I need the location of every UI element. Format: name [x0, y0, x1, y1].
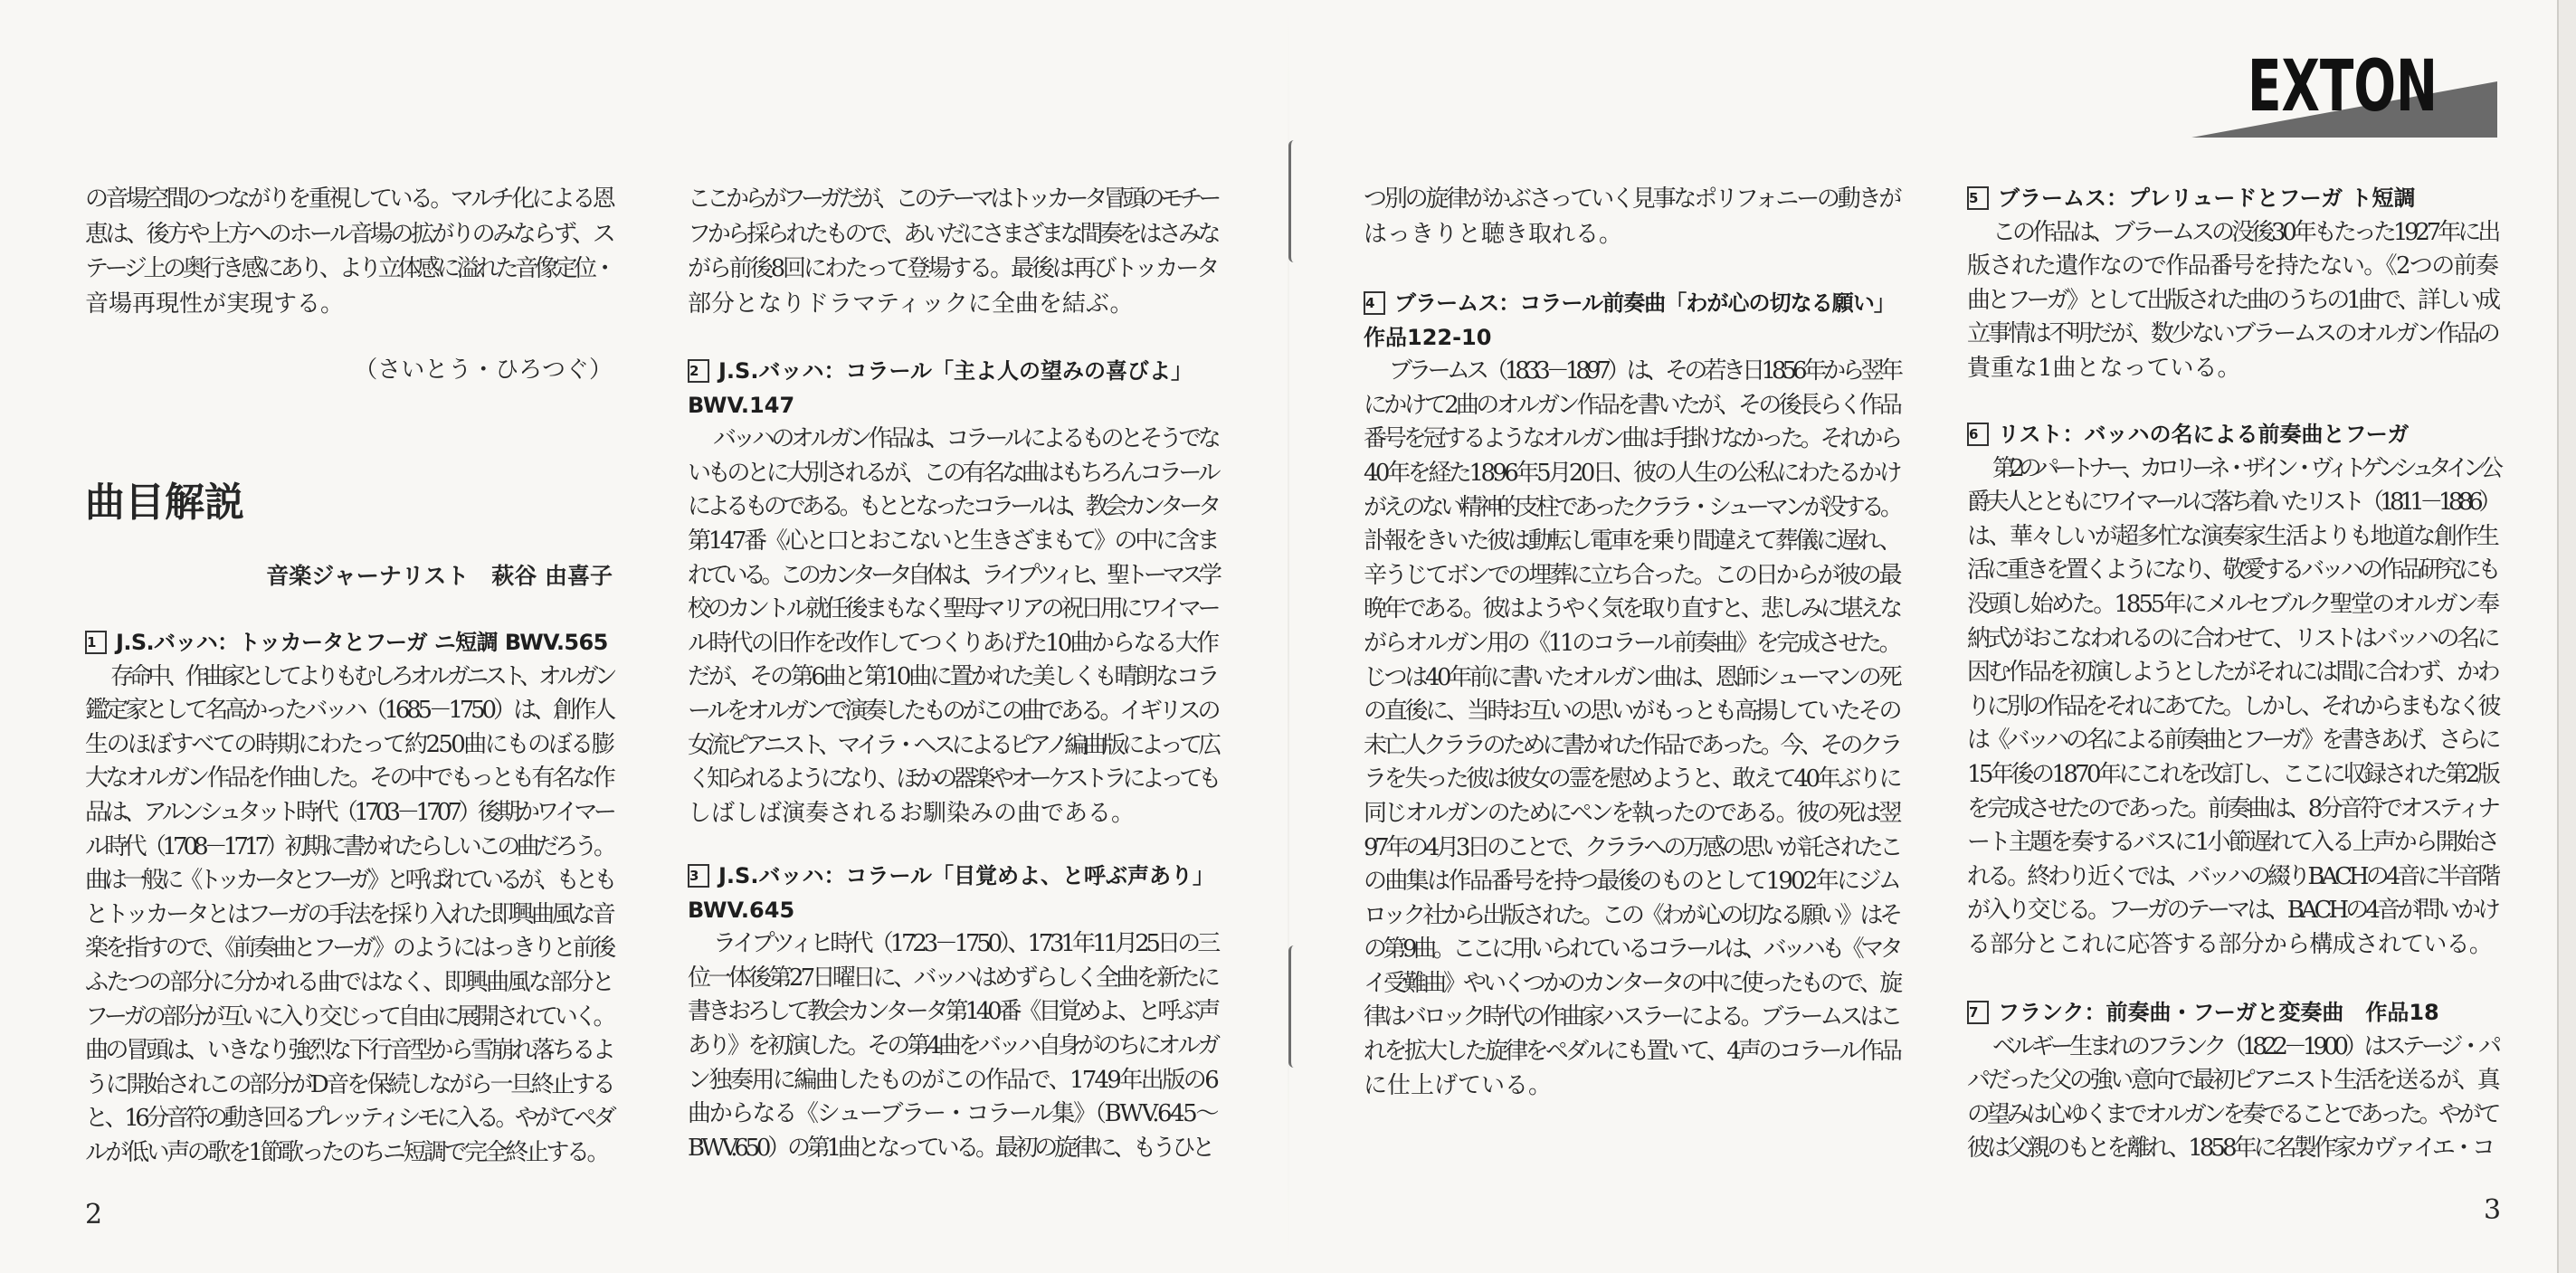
text-line: 没頭し始めた。1855年にメルセブルク聖堂のオルガン奉 [1967, 590, 2497, 618]
text-line: 納式がおこなわれるのに合わせて、リストはバッハの名に [1967, 624, 2497, 652]
text-line: テージ上の奥行き感にあり、より立体感に溢れた音像定位・ [85, 255, 613, 282]
text-line: 立事情は不明だが、数少ないブラームスのオルガン作品の [1967, 320, 2497, 348]
track-note-4 [1364, 287, 1899, 1103]
track-title-text: J.S.バッハ：トッカータとフーガ ニ短調 BWV.565 [116, 630, 608, 655]
text-line: ベルギー生まれのフランク（1822－1900）はステージ・パ [1992, 1032, 2497, 1060]
page-number-right: 3 [2484, 1194, 2502, 1226]
track-number-box: 6 [1967, 423, 1989, 446]
text-line: 音場再現性が実現する。 [85, 290, 345, 318]
track-note-2 [688, 355, 1217, 831]
track-number-box: 1 [85, 631, 107, 654]
text-line: フから採られたもので、あいだにさまざまな間奏をはさみな [688, 220, 1217, 248]
essay-signature: （さいとう・ひろつぐ） [354, 356, 613, 384]
text-line: れている。このカンタータ自体は、ライプツィヒ、聖トーマス学 [688, 561, 1217, 589]
text-line: 部分となりドラマティックに全曲を結ぶ。 [688, 290, 1134, 318]
text-line: 爵夫人とともにワイマールに落ち着いたリスト（1811－1886） [1967, 489, 2497, 517]
text-line: によるものである。もととなったコラールは、教会カンタータ [688, 493, 1217, 521]
text-line: 位一体後第27日曜日に、バッハはめずらしく全曲を新たに [688, 964, 1217, 992]
text-line: 第2のパートナー、カロリーネ・ザイン・ヴィトゲンシュタイン公 [1992, 454, 2497, 482]
track-number-box: 4 [1364, 291, 1385, 315]
track-catalog-number: 作品122-10 [1364, 324, 1492, 350]
text-line: 曲からなる《シューブラー・コラール集》（BWV.645～ [688, 1100, 1217, 1128]
track-note-1 [85, 626, 613, 1171]
staple-top [1288, 140, 1297, 262]
text-line: 40年を経た1896年5月20日、彼の人生の公私にわたるかけ [1364, 459, 1899, 487]
text-line: 貴重な1曲となっている。 [1967, 354, 2241, 382]
text-line: の曲集は作品番号を持つ最後のものとして1902年にジム [1364, 868, 1899, 896]
text-line: 曲は一般に《トッカータとフーガ》と呼ばれているが、もとも [85, 867, 613, 895]
track-title [1967, 996, 2497, 1031]
text-line: 生のほぼすべての時期にわたって約250曲にものぼる膨 [85, 730, 613, 758]
track-catalog-number: BWV.147 [688, 392, 795, 418]
text-line: がら前後8回にわたって登場する。最後は再びトッカータ [688, 255, 1217, 282]
text-line: る部分とこれに応答する部分から構成されている。 [1967, 930, 2493, 958]
track-note-6 [1967, 418, 2497, 963]
track-title-text: ブラームス：プレリュードとフーガ ト短調 [1998, 185, 2416, 211]
exton-logo [2191, 36, 2499, 143]
track-number-box: 2 [688, 359, 709, 383]
text-line: は《バッハの名による前奏曲とフーガ》を書きあげ、さらに [1967, 727, 2497, 755]
text-line: 大なオルガン作品を作曲した。その中でもっとも有名な作 [85, 765, 613, 793]
intro-paragraph [688, 182, 1217, 321]
text-line: 同じオルガンのためにペンを執ったのである。彼の死は翌 [1364, 799, 1899, 827]
text-line: いものとに大別されるが、この有名な曲はもちろんコラール [688, 459, 1217, 487]
text-line: 活に重きを置くようになり、敬愛するバッハの作品研究にも [1967, 556, 2497, 584]
intro-paragraph [1364, 182, 1899, 252]
text-line: 15年後の1870年にこれを改訂し、ここに収録された第2版 [1967, 760, 2497, 788]
text-line: だが、その第6曲と第10曲に置かれた美しくも晴朗なコラ [688, 663, 1217, 691]
text-line: ラを失った彼は彼女の霊を慰めようと、敢えて40年ぶりに [1364, 765, 1899, 793]
track-note-5 [1967, 182, 2497, 386]
text-line: と、16分音符の動き回るプレッティシモに入る。やがてペダ [85, 1105, 613, 1133]
text-line: しばしば演奏されるお馴染みの曲である。 [688, 799, 1136, 827]
text-line: く知られるようになり、ほかの器楽やオーケストラによっても [688, 765, 1217, 793]
text-line: ル時代（1708－1717）初期に書かれたらしいこの曲だろう。 [85, 832, 613, 860]
staple-bottom [1288, 945, 1297, 1068]
text-line: ン独奏用に編曲したものがこの作品で、1749年出版の6 [688, 1066, 1217, 1094]
text-line: に仕上げている。 [1364, 1071, 1553, 1099]
text-line: 女流ピアニスト、マイラ・ヘスによるピアノ編曲版によって広 [688, 731, 1217, 759]
text-line: あり》を初演した。その第4曲をバッハ自身がのちにオルガ [688, 1031, 1217, 1059]
text-line: ふたつの部分に分かれる曲ではなく、即興曲風な部分と [85, 968, 613, 996]
text-line: 彼は父親のもとを離れ、1858年に名製作家カヴァイエ・コ [1967, 1135, 2493, 1163]
text-line: の直後に、当時お互いの思いがもっとも高揚していたその [1364, 698, 1899, 726]
text-line: BWV.650）の第1曲となっている。最初の旋律に、もうひと [688, 1134, 1212, 1162]
text-line: 律はバロック時代の作曲家ハスラーによる。ブラームスはこ [1364, 1003, 1899, 1031]
text-line: 楽を指すので、《前奏曲とフーガ》のようにはっきりと前後 [85, 935, 613, 963]
track-number-box: 7 [1967, 1001, 1989, 1024]
text-line: がらオルガン用の《11のコラール前奏曲》を完成させた。 [1364, 629, 1899, 657]
track-title [688, 860, 1217, 894]
text-line: 存命中、作曲家としてよりもむしろオルガニスト、オルガン [110, 662, 613, 690]
page-number-left: 2 [85, 1199, 103, 1230]
text-line: 恵は、後方や上方へのホール音場の拡がりのみならず、ス [85, 220, 613, 248]
text-line: 辛うじてボンでの埋葬に立ち合った。この日からが彼の最 [1364, 561, 1899, 589]
text-line: 曲の冒頭は、いきなり強烈な下行音型から雪崩れ落ちるよ [85, 1037, 613, 1065]
text-line: 因む作品を初演しようとしたがそれには間に合わず、かわ [1967, 659, 2497, 687]
text-line: とトッカータとはフーガの手法を採り入れた即興曲風な音 [85, 900, 613, 928]
author-credit: 音楽ジャーナリスト 萩谷 由喜子 [266, 563, 613, 589]
text-line: れを拡大した旋律をペダルにも置いて、4声のコラール作品 [1364, 1038, 1899, 1066]
text-line: じつは40年前に書いたオルガン曲は、恩師シューマンの死 [1364, 663, 1899, 691]
text-line: は、華々しいが超多忙な演奏家生活よりも地道な創作生 [1967, 522, 2497, 550]
text-line: 訃報をきいた彼は動転し電車を乗り間違えて葬儀に遅れ、 [1364, 527, 1899, 556]
text-line: はっきりと聴き取れる。 [1364, 220, 1623, 248]
text-line: れる。終わり近くでは、バッハの綴りBACHの4音に半音階 [1967, 862, 2497, 890]
text-line: ここからがフーガだが、このテーマはトッカータ冒頭のモチー [688, 185, 1217, 213]
track-title [85, 626, 613, 660]
track-note-7 [1967, 996, 2497, 1166]
text-line: が入り交じる。フーガのテーマは、BACHの4音が問いかけ [1967, 897, 2497, 925]
text-line: 校のカントル就任後まもなく聖母マリアの祝日用にワイマー [688, 595, 1217, 623]
track-title-text: フランク：前奏曲・フーガと変奏曲 作品18 [1998, 1000, 2439, 1025]
track-number-box: 3 [688, 864, 709, 888]
text-line: にかけて2曲のオルガン作品を書いたが、その後長らく作品 [1364, 391, 1899, 419]
text-line: りに別の作品をそれにあてた。しかし、それからまもなく彼 [1967, 692, 2497, 720]
track-title-text: J.S.バッハ：コラール「主よ人の望みの喜びよ」 [718, 358, 1193, 384]
text-line: バッハのオルガン作品は、コラールによるものとそうでな [713, 425, 1217, 453]
track-title [688, 355, 1217, 389]
text-line: ルが低い声の歌を1節歌ったのちニ短調で完全終止する。 [85, 1138, 608, 1166]
text-line: うに開始されこの部分がD音を保続しながら一旦終止する [85, 1070, 613, 1098]
text-line: ル時代の旧作を改作してつくりあげた10曲からなる大作 [688, 629, 1217, 657]
track-title-text: リスト：バッハの名による前奏曲とフーガ [1998, 422, 2410, 447]
text-line: の音場空間のつながりを重視している。マルチ化による恩 [85, 185, 613, 213]
text-line: 第147番《心と口とおこないと生きざまもて》の中に含ま [688, 527, 1217, 555]
text-line: ート主題を奏するバスに1小節遅れて入る上声から開始さ [1967, 829, 2497, 857]
text-line: 晩年である。彼はようやく気を取り直すと、悲しみに堪えな [1364, 595, 1899, 623]
track-title-text: ブラームス：コラール前奏曲「わが心の切なる願い」 [1394, 290, 1895, 316]
section-heading: 曲目解説 [85, 480, 244, 526]
text-line: がえのない精神的支柱であったクララ・シューマンが没する。 [1364, 493, 1899, 521]
text-line: ライプツィヒ時代（1723－1750）、1731年11月25日の三 [713, 930, 1217, 958]
text-line: の第9曲。ここに用いられているコラールは、バッハも《マタ [1364, 936, 1899, 964]
text-line: 品は、アルンシュタット時代（1703－1707）後期かワイマー [85, 798, 613, 826]
text-line: 版された遺作なので作品番号を持たない。《2つの前奏 [1967, 252, 2497, 280]
track-title [1967, 182, 2497, 216]
track-note-3 [688, 860, 1217, 1165]
text-line: ロック社から出版された。この《わが心の切なる願い》はそ [1364, 901, 1899, 929]
text-line: ブラームス（1833－1897）は、その若き日1856年から翌年 [1389, 357, 1899, 385]
text-line: 番号を冠するようなオルガン曲は手掛けなかった。それから [1364, 425, 1899, 453]
text-line: フーガの部分が互いに入り交じって自由に展開されていく。 [85, 1002, 613, 1031]
track-catalog-number: BWV.645 [688, 897, 795, 923]
text-line: 鑑定家として名高かったバッハ（1685－1750）は、創作人 [85, 697, 613, 725]
track-title [1967, 418, 2497, 452]
text-line: 未亡人クララのために書かれた作品であった。今、そのクラ [1364, 731, 1899, 759]
text-line: パだった父の強い意向で最初ピアニスト生活を送るが、真 [1967, 1067, 2497, 1095]
track-title [1364, 287, 1899, 321]
text-line: 97年の4月3日のことで、クララへの万感の思いが託されたこ [1364, 833, 1899, 861]
text-line: 曲とフーガ》として出版された曲のうちの1曲で、詳しい成 [1967, 286, 2497, 314]
text-line: を完成させたのであった。前奏曲は、8分音符でオスティナ [1967, 794, 2497, 822]
logo-text: EXTON [2248, 46, 2438, 128]
text-line: 書きおろして教会カンタータ第140番《目覚めよ、と呼ぶ声 [688, 998, 1217, 1026]
track-number-box: 5 [1967, 186, 1989, 210]
text-line: この作品は、ブラームスの没後30年もたった1927年に出 [1992, 218, 2497, 246]
text-line: の望みは心ゆくまでオルガンを奏でることであった。やがて [1967, 1100, 2497, 1128]
text-line: イ受難曲》やいくつかのカンタータの中に使ったもので、旋 [1364, 969, 1899, 997]
text-line: ールをオルガンで演奏したものがこの曲である。イギリスの [688, 697, 1217, 725]
text-line: つ別の旋律がかぶさっていく見事なポリフォニーの動きが [1364, 185, 1899, 213]
intro-paragraph [85, 182, 613, 321]
booklet-right-edge [2557, 0, 2576, 1273]
track-title-text: J.S.バッハ：コラール「目覚めよ、と呼ぶ声あり」 [718, 863, 1214, 888]
